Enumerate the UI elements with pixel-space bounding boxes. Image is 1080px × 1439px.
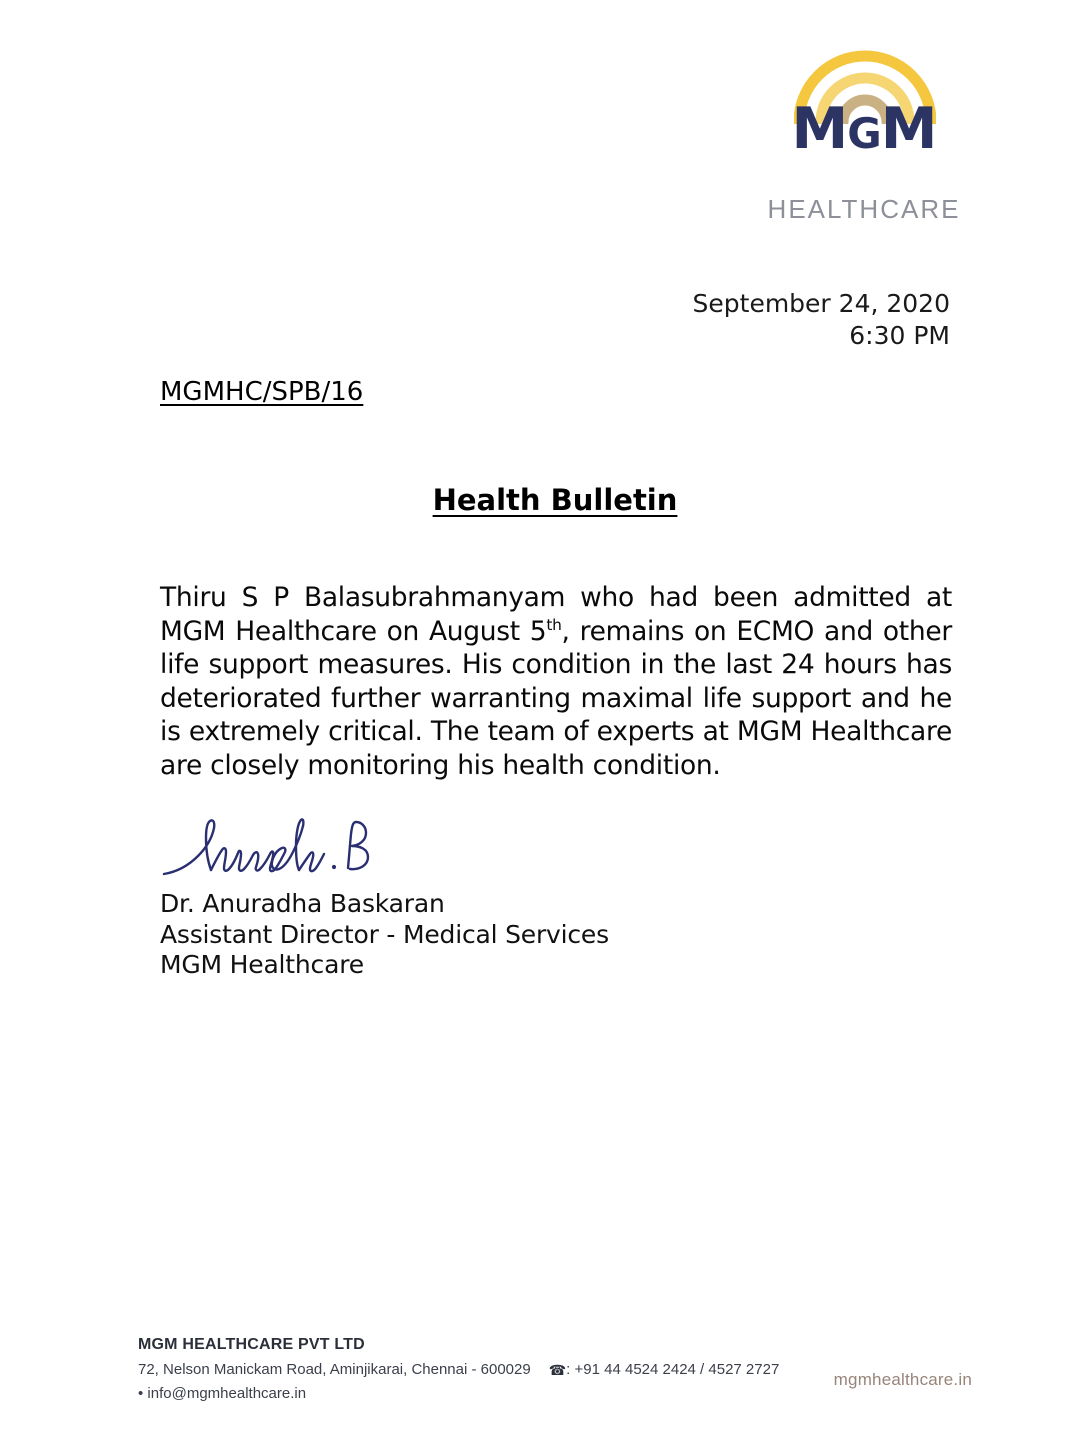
bulletin-body xyxy=(160,581,952,782)
signatory-block xyxy=(160,889,609,981)
bullet-icon: • xyxy=(138,1385,148,1402)
logo-wordmark xyxy=(756,96,972,162)
signatory-name: Dr. Anuradha Baskaran xyxy=(160,889,445,918)
reference-number: MGMHC/SPB/16 xyxy=(160,377,364,407)
footer-email[interactable]: info@mgmhealthcare.in xyxy=(147,1385,307,1402)
footer-phone-separator: : xyxy=(566,1361,575,1378)
signatory-designation: Assistant Director - Medical Services xyxy=(160,919,609,949)
bulletin-body-part1: Thiru S P Balasubrahmanyam who had been admitted at MGM Healthcare on August 5 xyxy=(160,582,952,647)
signatory-organization: MGM Healthcare xyxy=(160,950,364,979)
logo-subtitle: HEALTHCARE xyxy=(767,194,961,224)
logo-wordmark-m2: M xyxy=(880,96,937,162)
footer-website[interactable]: mgmhealthcare.in xyxy=(833,1370,972,1389)
footer-company-name: MGM HEALTHCARE PVT LTD xyxy=(138,1336,365,1353)
bulletin-body-part2: , remains on ECMO and other life support measures. His condition in the last 24 hours has deteriorated further warranting maximal life support and he is extremely critical. The team of experts at MGM Healthcare are closely monitoring his health condition. xyxy=(160,615,952,781)
document-time: 6:30 PM xyxy=(849,321,950,350)
handwritten-signature xyxy=(162,816,392,888)
page-title xyxy=(160,483,950,517)
mgm-healthcare-logo xyxy=(756,48,972,224)
logo-wordmark-g: G xyxy=(847,109,881,158)
page-title-text: Health Bulletin xyxy=(432,483,678,517)
document-date: September 24, 2020 xyxy=(692,289,950,318)
footer-address: 72, Nelson Manickam Road, Aminjikarai, Chennai - 600029 xyxy=(138,1361,531,1378)
phone-icon: ☎ xyxy=(548,1362,567,1378)
bulletin-body-superscript: th xyxy=(546,615,562,634)
logo-wordmark-m1: M xyxy=(791,96,848,162)
date-block xyxy=(160,288,950,352)
footer-phone: +91 44 4524 2424 / 4527 2727 xyxy=(574,1361,780,1378)
